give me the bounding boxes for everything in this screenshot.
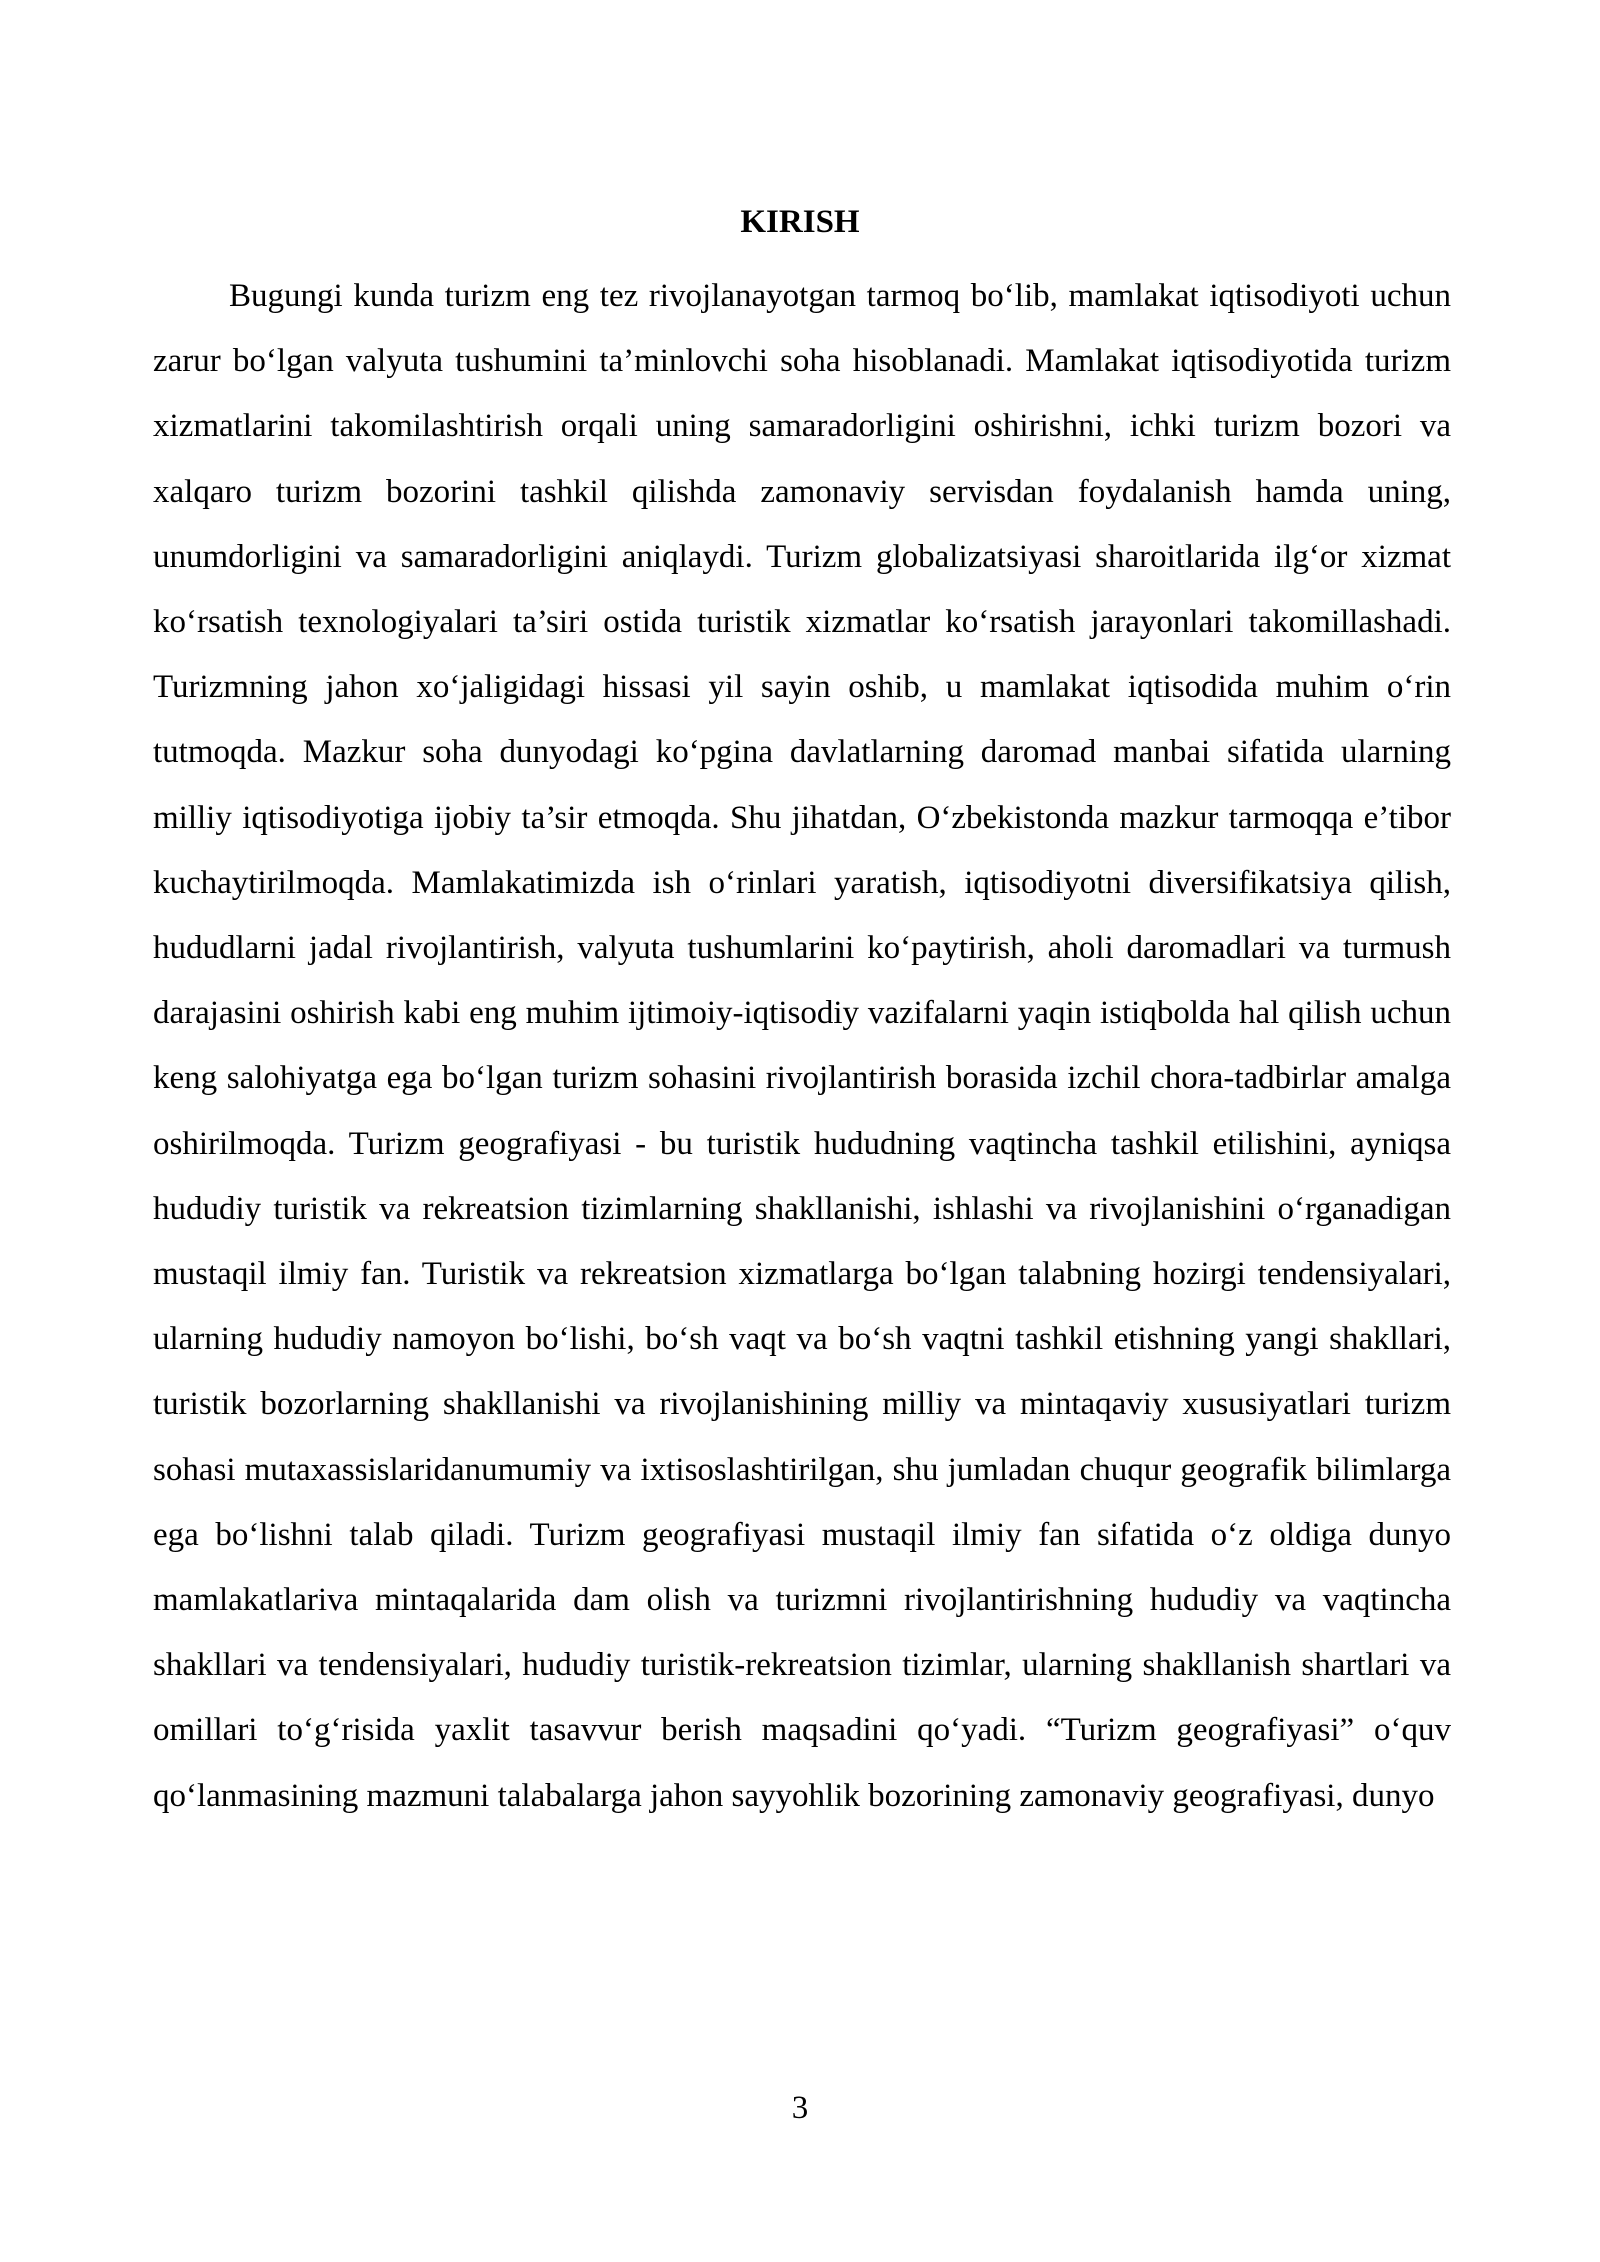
body-paragraph: Bugungi kunda turizm eng tez rivojlanayotgan tarmoq bo‘lib, mamlakat iqtisodiyoti uchun zarur bo‘lgan valyuta tushumini ta’minlovchi soha hisoblanadi. Mamlakat iqtisodiyotida turizm xizmatlarini takomilashtirish orqali uning samaradorligini oshirishni, ichki turizm bozori va xalqaro turizm bozorini tashkil qilishda zamonaviy servisdan foydalanish hamda uning, unumdorligini va samaradorligini aniqlaydi. Turizm globalizatsiyasi sharoitlarida ilg‘or xizmat ko‘rsatish texnologiyalari ta’siri ostida turistik xizmatlar ko‘rsatish jarayonlari takomillashadi. Turizmning jahon xo‘jaligidagi hissasi yil sayin oshib, u mamlakat iqtisodida muhim o‘rin tutmoqda. Mazkur soha dunyodagi ko‘pgina davlatlarning daromad manbai sifatida ularning milliy iqtisodiyotiga ijobiy ta’sir etmoqda. Shu jihatdan, O‘zbekistonda mazkur tarmoqqa e’tibor kuchaytirilmoqda. Mamlakatimizda ish o‘rinlari yaratish, iqtisodiyotni diversifikatsiya qilish, hududlarni jadal rivojlantirish, valyuta tushumlarini ko‘paytirish, aholi daromadlari va turmush darajasini oshirish kabi eng muhim ijtimoiy-iqtisodiy vazifalarni yaqin istiqbolda hal qilish uchun keng salohiyatga ega bo‘lgan turizm sohasini rivojlantirish borasida izchil chora-tadbirlar amalga oshirilmoqda. Turizm geografiyasi - bu turistik hududning vaqtincha tashkil etilishini, ayniqsa hududiy turistik va rekreatsion tizimlarning shakllanishi, ishlashi va rivojlanishini o‘rganadigan mustaqil ilmiy fan. Turistik va rekreatsion xizmatlarga bo‘lgan talabning hozirgi tendensiyalari, ularning hududiy namoyon bo‘lishi, bo‘sh vaqt va bo‘sh vaqtni tashkil etishning yangi shakllari, turistik bozorlarning shakllanishi va rivojlanishining milliy va mintaqaviy xususiyatlari turizm sohasi mutaxassislaridanumumiy va ixtisoslashtirilgan, shu jumladan chuqur geografik bilimlarga ega bo‘lishni talab qiladi. Turizm geografiyasi mustaqil ilmiy fan sifatida o‘z oldiga dunyo mamlakatlariva mintaqalarida dam olish va turizmni rivojlantirishning hududiy va vaqtincha shakllari va tendensiyalari, hududiy turistik-rekreatsion tizimlar, ularning shakllanish shartlari va omillari to‘g‘risida yaxlit tasavvur berish maqsadini qo‘yadi. “Turizm geografiyasi” o‘quv qo‘lanmasining mazmuni talabalarga jahon sayyohlik bozorining zamonaviy geografiyasi, dunyo	[153, 278, 1451, 1814]
section-heading: KIRISH	[740, 204, 860, 240]
page-number: 3	[791, 2090, 809, 2126]
